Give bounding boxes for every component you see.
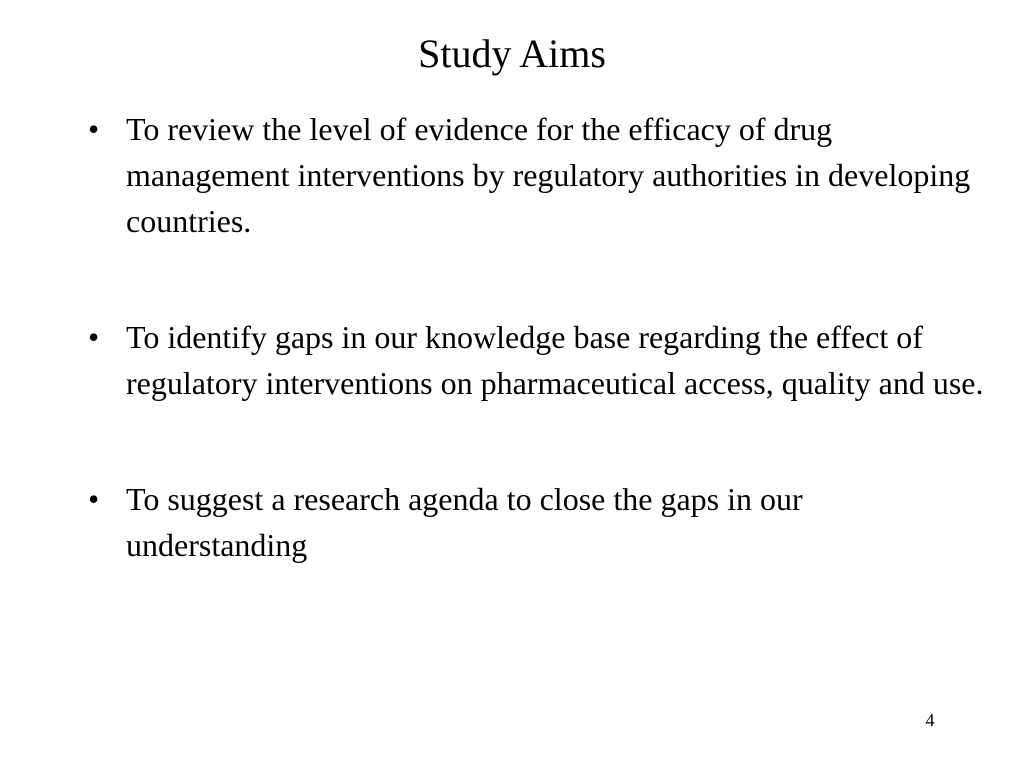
bullet-text: To review the level of evidence for the efficacy of drug management interventions by regulatory authorities in developing countries. <box>126 111 971 239</box>
bullet-dot-icon: • <box>88 111 100 147</box>
bullet-dot-icon: • <box>88 319 100 355</box>
bullet-text: To identify gaps in our knowledge base regarding the effect of regulatory interventions on pharmaceutical access, quality and use. <box>126 319 984 401</box>
slide-title: Study Aims <box>418 31 606 76</box>
bullet-item-identify-gaps <box>88 314 988 406</box>
page-number: 4 <box>925 710 935 730</box>
bullet-dot-icon: • <box>88 481 100 517</box>
bullet-item-research-agenda <box>88 476 988 568</box>
aims-bullet-list <box>88 106 988 568</box>
bullet-text: To suggest a research agenda to close the gaps in our understanding <box>126 481 803 563</box>
bullet-item-review-evidence <box>88 106 988 244</box>
